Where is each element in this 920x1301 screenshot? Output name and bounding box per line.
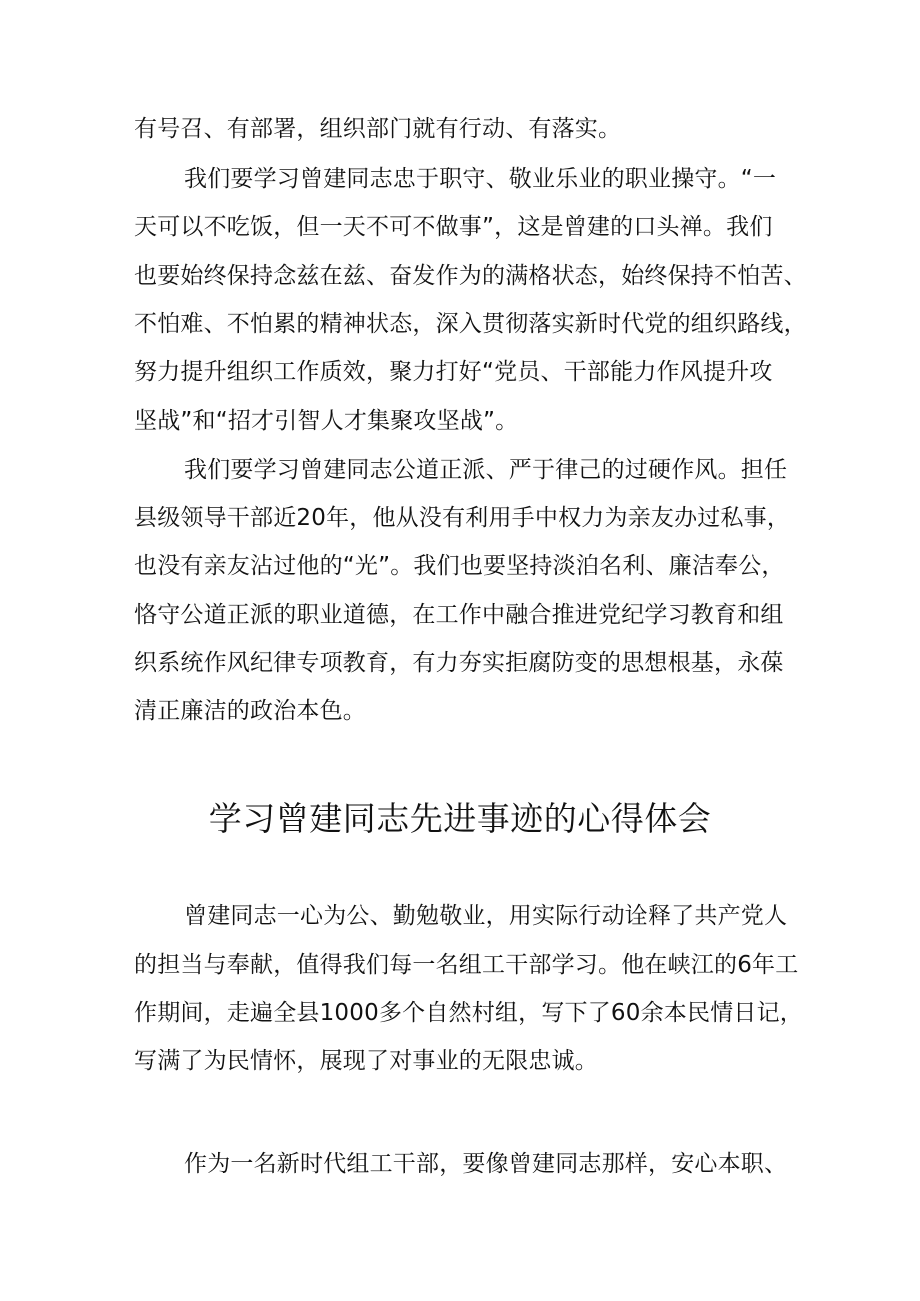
paragraph-line: 也没有亲友沾过他的“光”。我们也要坚持淡泊名利、廉洁奉公， (134, 553, 785, 579)
paragraph-line: 坚战”和“招才引智人才集聚攻坚战”。 (134, 408, 519, 434)
paragraph-line: 有号召、有部署，组织部门就有行动、有落实。 (134, 116, 622, 142)
paragraph-line: 我们要学习曾建同志公道正派、严于律己的过硬作风。担任 (184, 457, 788, 483)
paragraph-line: 写满了为民情怀，展现了对事业的无限忠诚。 (134, 1048, 598, 1074)
paragraph-line: 作期间，走遍全县1000多个自然村组，写下了60余本民情日记， (134, 1000, 803, 1026)
section-title: 学习曾建同志先进事迹的心得体会 (208, 799, 712, 838)
paragraph-line: 的担当与奉献，值得我们每一名组工干部学习。他在峡江的6年工 (134, 952, 799, 978)
paragraph-line: 天可以不吃饭，但一天不可不做事”，这是曾建的口头禅。我们 (134, 214, 773, 240)
paragraph-line: 织系统作风纪律专项教育，有力夯实拒腐防变的思想根基，永葆 (134, 650, 784, 676)
paragraph-line: 恪守公道正派的职业道德，在工作中融合推进党纪学习教育和组 (134, 602, 784, 628)
paragraph-line: 作为一名新时代组工干部，要像曾建同志那样，安心本职、 (184, 1151, 788, 1177)
paragraph-line: 曾建同志一心为公、勤勉敬业，用实际行动诠释了共产党人 (184, 903, 788, 929)
paragraph-line: 清正廉洁的政治本色。 (134, 698, 366, 724)
paragraph-line: 我们要学习曾建同志忠于职守、敬业乐业的职业操守。“一 (184, 166, 777, 192)
paragraph-line: 也要始终保持念兹在兹、奋发作为的满格状态，始终保持不怕苦、 (134, 263, 807, 289)
paragraph-line: 努力提升组织工作质效，聚力打好“党员、干部能力作风提升攻 (134, 359, 773, 385)
paragraph-line: 不怕难、不怕累的精神状态，深入贯彻落实新时代党的组织路线， (134, 311, 807, 337)
paragraph-line: 县级领导干部近20年，他从没有利用手中权力为亲友办过私事， (134, 505, 791, 531)
